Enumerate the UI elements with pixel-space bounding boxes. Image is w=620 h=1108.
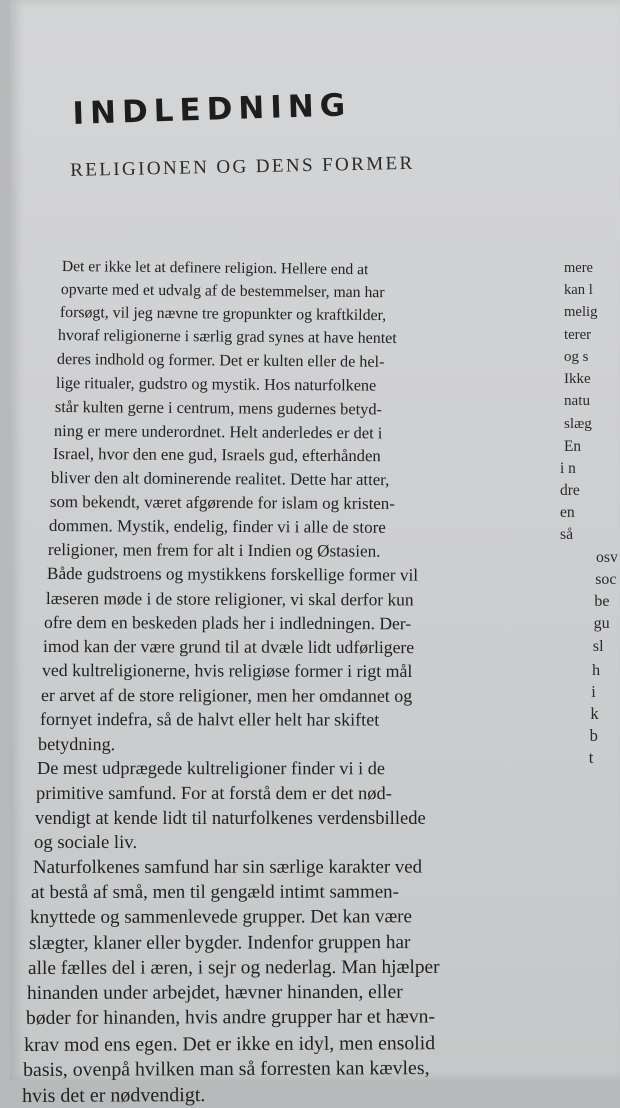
- text-line: krav mod ens egen. Det er ikke en idyl, men ensolid: [24, 1032, 436, 1056]
- column-fragment: kan l: [564, 282, 593, 299]
- text-line: som bekendt, været afgørende for islam og kristen-: [50, 491, 396, 513]
- column-fragment: h: [592, 659, 601, 679]
- text-line: betydning.: [38, 733, 116, 754]
- column-fragment: k: [590, 704, 599, 723]
- text-line: hvoraf religionerne i særlig grad synes at have hentet: [58, 327, 398, 348]
- column-fragment: En: [564, 437, 581, 455]
- text-line: hvis det er nødvendigt.: [22, 1084, 206, 1107]
- text-line: at bestå af små, men til gengæld intimt sammen-: [31, 881, 400, 904]
- column-fragment: i: [591, 681, 596, 701]
- text-line: deres indhold og former. Det er kulten eller de hel-: [57, 350, 385, 371]
- text-line: Naturfolkenes samfund har sin særlige karakter ved: [32, 856, 422, 879]
- column-fragment: så: [560, 526, 574, 544]
- text-line: bliver den alt dominerende realitet. Dette har atter,: [51, 468, 390, 490]
- text-line: fornyet indefra, så de halvt eller helt har skiftet: [39, 709, 379, 730]
- text-line: vendigt at kende lidt til naturfolkenes verdensbillede: [34, 807, 426, 829]
- text-line: primitive samfund. For at forstå dem er det nød-: [36, 782, 392, 803]
- text-line: imod kan der være grund til at dvæle lidt udførligere: [43, 635, 415, 658]
- column-fragment: terer: [564, 326, 592, 343]
- text-line: opvarte med et udvalg af de bestemmelser, man har: [60, 281, 385, 302]
- chapter-subheading: RELIGIONEN OG DENS FORMER: [70, 152, 415, 181]
- text-line: ofre dem en beskeden plads her i indledningen. Der-: [44, 611, 412, 634]
- column-fragment: slæg: [564, 415, 592, 433]
- column-fragment: mere: [564, 260, 593, 276]
- text-line: er arvet af de store religioner, men her omdannet og: [40, 684, 412, 706]
- text-line: religioner, men frem for alt i Indien og Østasien.: [47, 539, 381, 561]
- column-fragment: melig: [564, 304, 598, 321]
- text-line: alle fælles del i æren, i sejr og nederlag. Man hjælper: [27, 956, 440, 979]
- text-line: Det er ikke let at definere religion. Hellere end at: [61, 258, 369, 279]
- text-line: og sociale liv.: [33, 832, 137, 854]
- column-fragment: soc: [595, 570, 617, 588]
- text-line: Både gudstroens og mystikkens forskellige former vil: [46, 563, 418, 585]
- column-fragment: i n: [560, 459, 576, 477]
- text-line: basis, ovenpå hvilken man så forresten kan kævles,: [23, 1057, 430, 1082]
- column-fragment: b: [589, 726, 598, 746]
- text-line: bøder for hinanden, hvis andre grupper har et hævn-: [25, 1006, 435, 1030]
- text-line: læseren møde i de store religioner, vi skal derfor kun: [45, 587, 414, 610]
- column-fragment: Ikke: [564, 371, 591, 387]
- column-fragment: be: [594, 593, 610, 610]
- column-fragment: og s: [564, 348, 589, 365]
- chapter-heading: INDLEDNING: [72, 87, 352, 132]
- column-fragment: natu: [564, 393, 590, 410]
- column-fragment: osv: [596, 548, 618, 566]
- text-line: hinanden under arbejdet, hævner hinanden, eller: [26, 981, 403, 1005]
- text-line: ning er mere underordnet. Helt anderledes er det i: [53, 420, 383, 443]
- column-fragment: gu: [593, 615, 610, 633]
- text-line: ved kultreligionerne, hvis religiøse former i rigt mål: [41, 660, 413, 682]
- text-line: De mest udprægede kultreligioner finder vi i de: [37, 758, 386, 779]
- text-line: Israel, hvor den ene gud, Israels gud, efterhånden: [52, 444, 381, 466]
- column-fragment: en: [560, 504, 575, 522]
- text-line: slægter, klaner eller bygder. Indenfor gruppen har: [29, 931, 411, 954]
- text-line: dommen. Mystik, endelig, finder vi i alle de store: [48, 515, 386, 537]
- text-line: lige ritualer, gudstro og mystik. Hos naturfolkene: [55, 373, 377, 395]
- column-fragment: sl: [592, 637, 604, 656]
- text-line: knyttede og sammenlevede grupper. Det kan være: [30, 906, 413, 929]
- text-line: forsøgt, vil jeg nævne tre gropunkter og kraftkilder,: [59, 304, 386, 325]
- text-line: står kulten gerne i centrum, mens gudernes betyd-: [54, 397, 383, 419]
- column-fragment: dre: [560, 482, 580, 499]
- column-fragment: t: [588, 748, 594, 768]
